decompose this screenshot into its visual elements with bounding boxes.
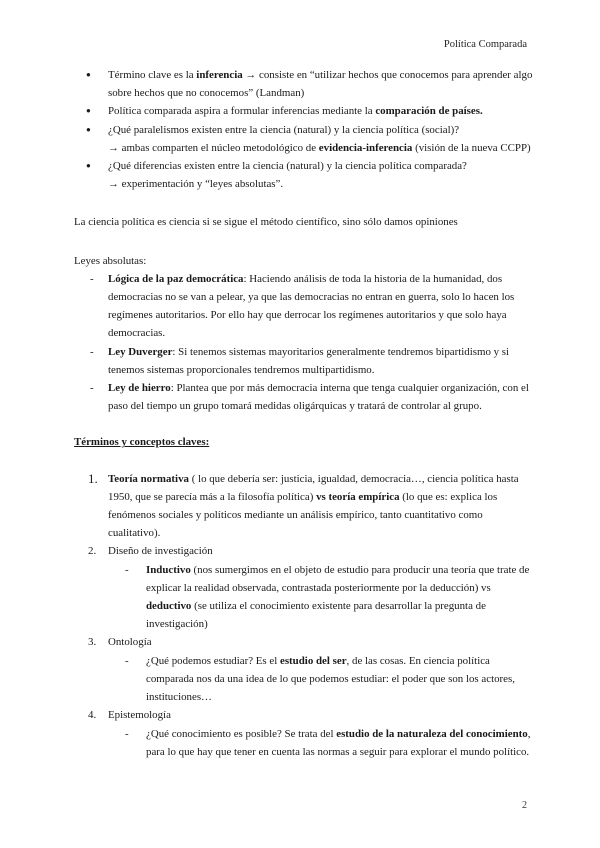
list-item: ● ¿Qué paralelismos existen entre la ciencia (natural) y la ciencia política (social)? → ambas comparten el núcleo metodológico de evidencia-inferencia (visión de la nueva CCPP) xyxy=(74,121,536,157)
list-item: 3. Ontología - ¿Qué podemos estudiar? Es el estudio del ser, de las cosas. En ciencia política comparada nos da una idea de lo que podemos estudiar: el poder que son los actores, instituciones… xyxy=(74,633,536,706)
document-body xyxy=(74,66,536,761)
term-comparacion: comparación de países. xyxy=(375,105,483,118)
list-item: ● ¿Qué diferencias existen entre la ciencia (natural) y la ciencia política comparada? → experimentación y “leyes absolutas”. xyxy=(74,157,536,193)
list-item: - Inductivo (nos sumergimos en el objeto de estudio para producir una teoría que trate de explicar la realidad observada, contrastada posteriormente por la deducción) vs deductivo (se utiliza el conocimiento existente para desarrollar la pregunta de investigación) xyxy=(108,561,536,634)
list-item: - ¿Qué podemos estudiar? Es el estudio del ser, de las cosas. En ciencia política comparada nos da una idea de lo que podemos estudiar: el poder que son los actores, instituciones… xyxy=(108,652,536,707)
key-points-list xyxy=(74,66,536,193)
list-item: 4. Epistemología - ¿Qué conocimiento es posible? Se trata del estudio de la naturaleza del conocimiento, para lo que hay que tener en cuenta las normas a seguir para explorar el mundo político. xyxy=(74,706,536,761)
list-item: - ¿Qué conocimiento es posible? Se trata del estudio de la naturaleza del conocimiento, para lo que hay que tener en cuenta las normas a seguir para explorar el mundo político. xyxy=(108,725,536,761)
term-inferencia: inferencia xyxy=(196,69,243,81)
list-item: - Ley Duverger: Si tenemos sistemas mayoritarios generalmente tendremos bipartidismo y si tenemos sistemas proporcionales tendremos multipartidismo. xyxy=(74,343,536,379)
page-header: Política Comparada xyxy=(443,39,527,50)
list-item: ● Política comparada aspira a formular inferencias mediante la comparación de países. xyxy=(74,102,536,120)
concepts-list xyxy=(74,470,536,761)
list-item: 2. Diseño de investigación - Inductivo (nos sumergimos en el objeto de estudio para producir una teoría que trate de explicar la realidad observada, contrastada posteriormente por la deducción) vs deductivo (se utiliza el conocimiento existente para desarrollar la pregunta de investigación) xyxy=(74,542,536,633)
page-number: 2 xyxy=(522,800,527,811)
science-paragraph: La ciencia política es ciencia si se sigue el método científico, sino sólo damos opiniones xyxy=(74,216,458,229)
list-item: - Lógica de la paz democrática: Haciendo análisis de toda la historia de la humanidad, dos democracias no se van a pelear, ya que las democracias no entran en guerra, solo lo hacen los regímenes autoritarios. Por ello hay que derrocar los regímenes autoritarios y que solo haya democracias. xyxy=(74,270,536,343)
list-item: - Ley de hierro: Plantea que por más democracia interna que tenga cualquier organización, con el paso del tiempo un grupo tomará medidas oligárquicas y tratará de controlar al grupo. xyxy=(74,379,536,415)
list-item: ● Término clave es la inferencia → consiste en “utilizar hechos que conocemos para aprender algo sobre hechos que no conocemos” (Landman) xyxy=(74,66,536,102)
term-evidencia-inferencia: evidencia-inferencia xyxy=(318,141,413,154)
laws-heading: Leyes absolutas: xyxy=(74,254,147,267)
section-title: Términos y conceptos claves: xyxy=(74,436,210,449)
list-item: 1. Teoría normativa ( lo que debería ser: justicia, igualdad, democracia…, ciencia política hasta 1950, que se parecía más a la filosofía política) vs teoría empírica (lo que es: explica los fenómenos sociales y políticos mediante un análisis empírico, tanto cuantitativo como cualitativo). xyxy=(88,470,519,540)
laws-list xyxy=(74,270,536,416)
